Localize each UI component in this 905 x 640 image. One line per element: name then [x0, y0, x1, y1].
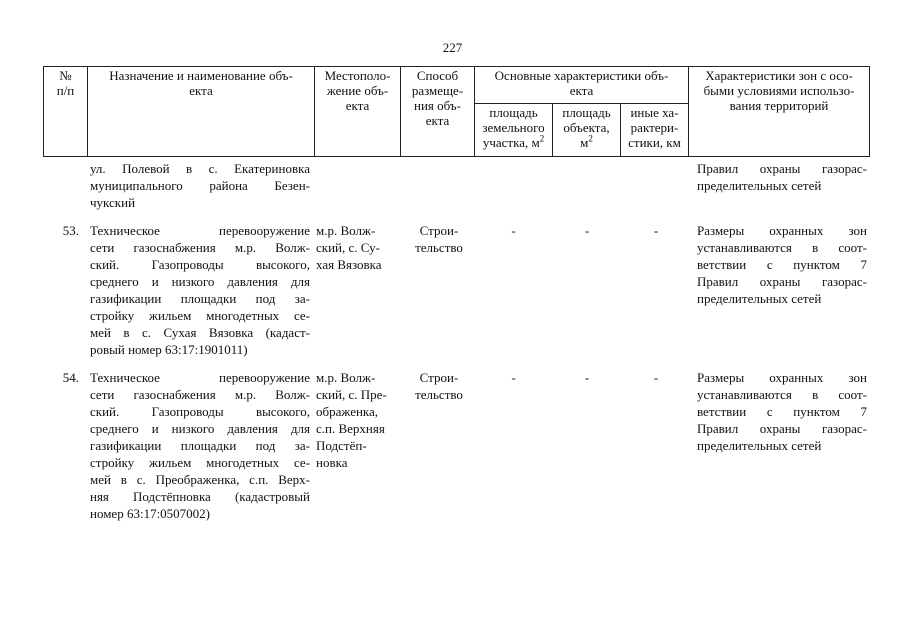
header-name — [88, 67, 315, 157]
header-land-line: площадь — [489, 105, 538, 120]
text-line: Строи- — [419, 370, 459, 385]
header-method-line: екта — [425, 113, 450, 128]
header-location-line: екта — [345, 98, 370, 113]
text-line: муниципального района Безен- — [90, 178, 310, 193]
header-object-area — [553, 104, 621, 157]
header-object-line: объекта, — [563, 120, 610, 135]
object-location — [316, 222, 400, 273]
text-line: Строи- — [419, 223, 459, 238]
text-line: Правил охраны газорас- — [697, 274, 867, 289]
text-line: пределительных сетей — [697, 438, 822, 453]
zone-characteristics — [697, 160, 867, 194]
text-line: Правил охраны газорас- — [697, 161, 867, 176]
text-line: ветствии с пунктом 7 — [697, 404, 867, 419]
text-line: номер 63:17:0507002) — [90, 506, 211, 521]
header-location-line: Местополо- — [324, 68, 391, 83]
text-line: новка — [316, 455, 348, 470]
text-line: ский, с. Пре- — [316, 387, 387, 402]
header-location-line: жение объ- — [326, 83, 389, 98]
zone-characteristics — [697, 369, 867, 454]
header-zones — [689, 67, 870, 157]
text-line: мей в с. Преображенка, с.п. Верх- — [90, 472, 310, 487]
text-line: Размеры охранных зон — [697, 223, 867, 238]
text-line: ский. Газопроводы высокого, — [90, 404, 310, 419]
header-other-line: рактери- — [630, 120, 679, 135]
land-area-value: - — [511, 370, 516, 385]
superscript: 2 — [588, 133, 593, 144]
text-line: ображенка, — [316, 404, 379, 419]
text-line: сети газоснабжения м.р. Волж- — [90, 240, 310, 255]
text-line: ровый номер 63:17:1901011) — [90, 342, 248, 357]
object-name — [90, 222, 310, 358]
text-line: Размеры охранных зон — [697, 370, 867, 385]
text-line: хая Вязовка — [316, 257, 382, 272]
text-line: газификации площадки под за- — [90, 291, 310, 306]
zone-characteristics — [697, 222, 867, 307]
text-line: м.р. Волж- — [316, 370, 376, 385]
text-line: пределительных сетей — [697, 291, 822, 306]
other-characteristics-value: - — [653, 223, 659, 238]
object-name — [90, 369, 310, 522]
header-land-line: земельного — [482, 120, 545, 135]
text-line: устанавливаются в соот- — [697, 387, 867, 402]
header-num — [44, 67, 88, 157]
header-method-line: Способ — [416, 68, 459, 83]
text-line: пределительных сетей — [697, 178, 822, 193]
header-method — [401, 67, 475, 157]
header-location — [315, 67, 401, 157]
header-zones-line: вания территорий — [729, 98, 829, 113]
header-main-characteristics — [475, 67, 689, 104]
land-area-value: - — [511, 223, 516, 238]
object-location — [316, 369, 400, 471]
header-other-line: стики, км — [628, 135, 681, 150]
text-line: газификации площадки под за- — [90, 438, 310, 453]
text-line: мей в с. Сухая Вязовка (кадаст- — [90, 325, 310, 340]
table-header — [43, 66, 870, 157]
header-object-line: м — [580, 135, 589, 150]
superscript: 2 — [539, 133, 545, 144]
text-line: ветствии с пунктом 7 — [697, 257, 867, 272]
other-characteristics-value: - — [653, 370, 659, 385]
text-line: среднего и низкого давления для — [90, 421, 310, 436]
header-main-line: екта — [569, 83, 594, 98]
page-number: 227 — [442, 40, 463, 55]
text-line: сети газоснабжения м.р. Волж- — [90, 387, 310, 402]
header-object-line: площадь — [562, 105, 611, 120]
text-line: стройку жильем многодетных се- — [90, 455, 310, 470]
text-line: стройку жильем многодетных се- — [90, 308, 310, 323]
text-line: устанавливаются в соот- — [697, 240, 867, 255]
row-number: 53. — [62, 223, 79, 238]
text-line: тельство — [415, 387, 463, 402]
header-method-line: ния объ- — [414, 98, 461, 113]
text-line: Техническое перевооружение — [90, 370, 310, 385]
header-name-line: Назначение и наименование объ- — [109, 68, 293, 83]
header-zones-line: быми условиями использо- — [703, 83, 855, 98]
header-zones-line: Характеристики зон с осо- — [705, 68, 853, 83]
header-land-line: участка, м — [482, 135, 540, 150]
text-line: ский, с. Су- — [316, 240, 380, 255]
header-land-area — [475, 104, 553, 157]
text-line: чукский — [90, 195, 136, 210]
text-line: м.р. Волж- — [316, 223, 376, 238]
text-line: Подстёп- — [316, 438, 367, 453]
text-line: няя Подстёпновка (кадастровый — [90, 489, 310, 504]
text-line: Правил охраны газорас- — [697, 421, 867, 436]
header-num-line: № — [59, 68, 72, 83]
placement-method — [404, 222, 474, 256]
header-main-line: Основные характеристики объ- — [494, 68, 669, 83]
header-name-line: екта — [189, 83, 213, 98]
header-other-line: иные ха- — [630, 105, 679, 120]
text-line: с.п. Верхняя — [316, 421, 385, 436]
header-num-line: п/п — [56, 83, 75, 98]
object-name — [90, 160, 310, 211]
object-area-value: - — [584, 223, 590, 238]
header-other — [621, 104, 689, 157]
text-line: тельство — [415, 240, 463, 255]
object-area-value: - — [584, 370, 590, 385]
text-line: ский. Газопроводы высокого, — [90, 257, 310, 272]
header-method-line: размеще- — [411, 83, 464, 98]
text-line: среднего и низкого давления для — [90, 274, 310, 289]
text-line: ул. Полевой в с. Екатериновка — [90, 161, 310, 176]
placement-method — [404, 369, 474, 403]
row-number: 54. — [62, 370, 79, 385]
text-line: Техническое перевооружение — [90, 223, 310, 238]
